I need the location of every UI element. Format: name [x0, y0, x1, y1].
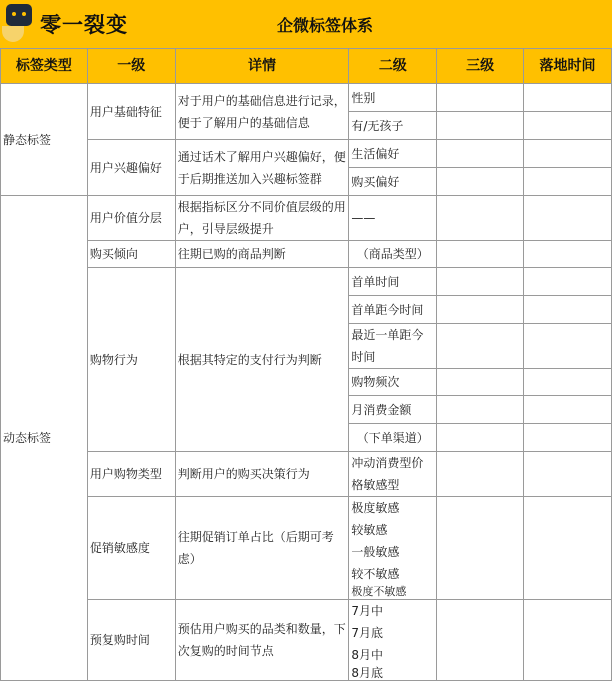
- level1-cell: 用户基础特征: [87, 84, 175, 140]
- level1-cell: 购物行为: [87, 268, 175, 452]
- level3-cell: [437, 497, 524, 600]
- page-title: 企微标签体系: [276, 16, 373, 35]
- detail-cell: 预估用户购买的品类和数量，下次复购的时间节点: [175, 600, 349, 681]
- landing-time-cell: [524, 369, 612, 396]
- landing-time-cell: [524, 497, 612, 600]
- header-row: [1, 49, 612, 84]
- logo-tail: [2, 26, 24, 42]
- level2-cell: 生活偏好: [349, 140, 437, 168]
- landing-time-cell: [524, 140, 612, 168]
- level2-cell: 最近一单距今时间: [349, 324, 437, 369]
- level3-cell: [437, 369, 524, 396]
- landing-time-cell: [524, 600, 612, 681]
- landing-time-cell: [524, 268, 612, 296]
- landing-time-cell: [524, 424, 612, 452]
- level3-cell: [437, 268, 524, 296]
- detail-cell: 根据指标区分不同价值层级的用户，引导层级提升: [175, 196, 349, 241]
- level2-cell: 首单距今时间: [349, 296, 437, 324]
- level2-cell: 购物频次: [349, 369, 437, 396]
- logo-text: 零一裂变: [40, 13, 128, 37]
- level3-cell: [437, 324, 524, 369]
- landing-time-cell: [524, 452, 612, 497]
- detail-cell: 往期已购的商品判断: [175, 241, 349, 268]
- level2-cell: 极度敏感: [349, 497, 437, 520]
- header-level3: 三级: [437, 49, 524, 84]
- level2-cell: 有/无孩子: [349, 112, 437, 140]
- landing-time-cell: [524, 196, 612, 241]
- header-level1: 一级: [87, 49, 175, 84]
- table-row: [1, 84, 612, 112]
- level1-cell: 用户购物类型: [87, 452, 175, 497]
- landing-time-cell: [524, 396, 612, 424]
- level3-cell: [437, 452, 524, 497]
- level1-cell: 预复购时间: [87, 600, 175, 681]
- table-row: [1, 140, 612, 168]
- title-bar: [0, 0, 612, 48]
- level2-cell: 极度不敏感: [349, 585, 437, 600]
- level2-cell: 较敏感: [349, 519, 437, 541]
- level2-cell: 一般敏感: [349, 541, 437, 563]
- level2-cell: 8月中: [349, 644, 437, 666]
- tag-type-static: 静态标签: [1, 84, 88, 196]
- table-row: [1, 241, 612, 268]
- level2-cell: 7月底: [349, 622, 437, 644]
- level2-cell: 8月底: [349, 666, 437, 681]
- level3-cell: [437, 196, 524, 241]
- table-row: [1, 268, 612, 296]
- detail-cell: 判断用户的购买决策行为: [175, 452, 349, 497]
- landing-time-cell: [524, 168, 612, 196]
- level1-cell: 购买倾向: [87, 241, 175, 268]
- landing-time-cell: [524, 112, 612, 140]
- level3-cell: [437, 140, 524, 168]
- logo: [0, 0, 160, 48]
- level2-cell: ——: [349, 196, 437, 241]
- level2-cell: 较不敏感: [349, 563, 437, 585]
- level2-cell: （商品类型）: [349, 241, 437, 268]
- level3-cell: [437, 396, 524, 424]
- landing-time-cell: [524, 84, 612, 112]
- level3-cell: [437, 168, 524, 196]
- table-row: [1, 497, 612, 520]
- table-row: [1, 196, 612, 241]
- landing-time-cell: [524, 296, 612, 324]
- level3-cell: [437, 424, 524, 452]
- detail-cell: 往期促销订单占比（后期可考虑）: [175, 497, 349, 600]
- table-row: [1, 600, 612, 623]
- table-row: [1, 452, 612, 497]
- tag-type-dynamic: 动态标签: [1, 196, 88, 681]
- detail-cell: 通过话术了解用户兴趣偏好，便于后期推送加入兴趣标签群: [175, 140, 349, 196]
- level3-cell: [437, 600, 524, 681]
- level2-cell: 冲动消费型价格敏感型: [349, 452, 437, 497]
- level2-cell: 首单时间: [349, 268, 437, 296]
- level1-cell: 促销敏感度: [87, 497, 175, 600]
- robot-icon: [6, 4, 32, 26]
- level1-cell: 用户价值分层: [87, 196, 175, 241]
- level2-cell: 7月中: [349, 600, 437, 623]
- detail-cell: 对于用户的基础信息进行记录，便于了解用户的基础信息: [175, 84, 349, 140]
- level3-cell: [437, 241, 524, 268]
- level2-cell: 月消费金额: [349, 396, 437, 424]
- landing-time-cell: [524, 324, 612, 369]
- level3-cell: [437, 84, 524, 112]
- level2-cell: （下单渠道）: [349, 424, 437, 452]
- header-detail: 详情: [175, 49, 349, 84]
- header-type: 标签类型: [1, 49, 88, 84]
- level3-cell: [437, 112, 524, 140]
- header-landing-time: 落地时间: [524, 49, 612, 84]
- tag-table: [0, 48, 612, 681]
- landing-time-cell: [524, 241, 612, 268]
- header-level2: 二级: [349, 49, 437, 84]
- level1-cell: 用户兴趣偏好: [87, 140, 175, 196]
- level2-cell: 性别: [349, 84, 437, 112]
- level3-cell: [437, 296, 524, 324]
- detail-cell: 根据其特定的支付行为判断: [175, 268, 349, 452]
- level2-cell: 购买偏好: [349, 168, 437, 196]
